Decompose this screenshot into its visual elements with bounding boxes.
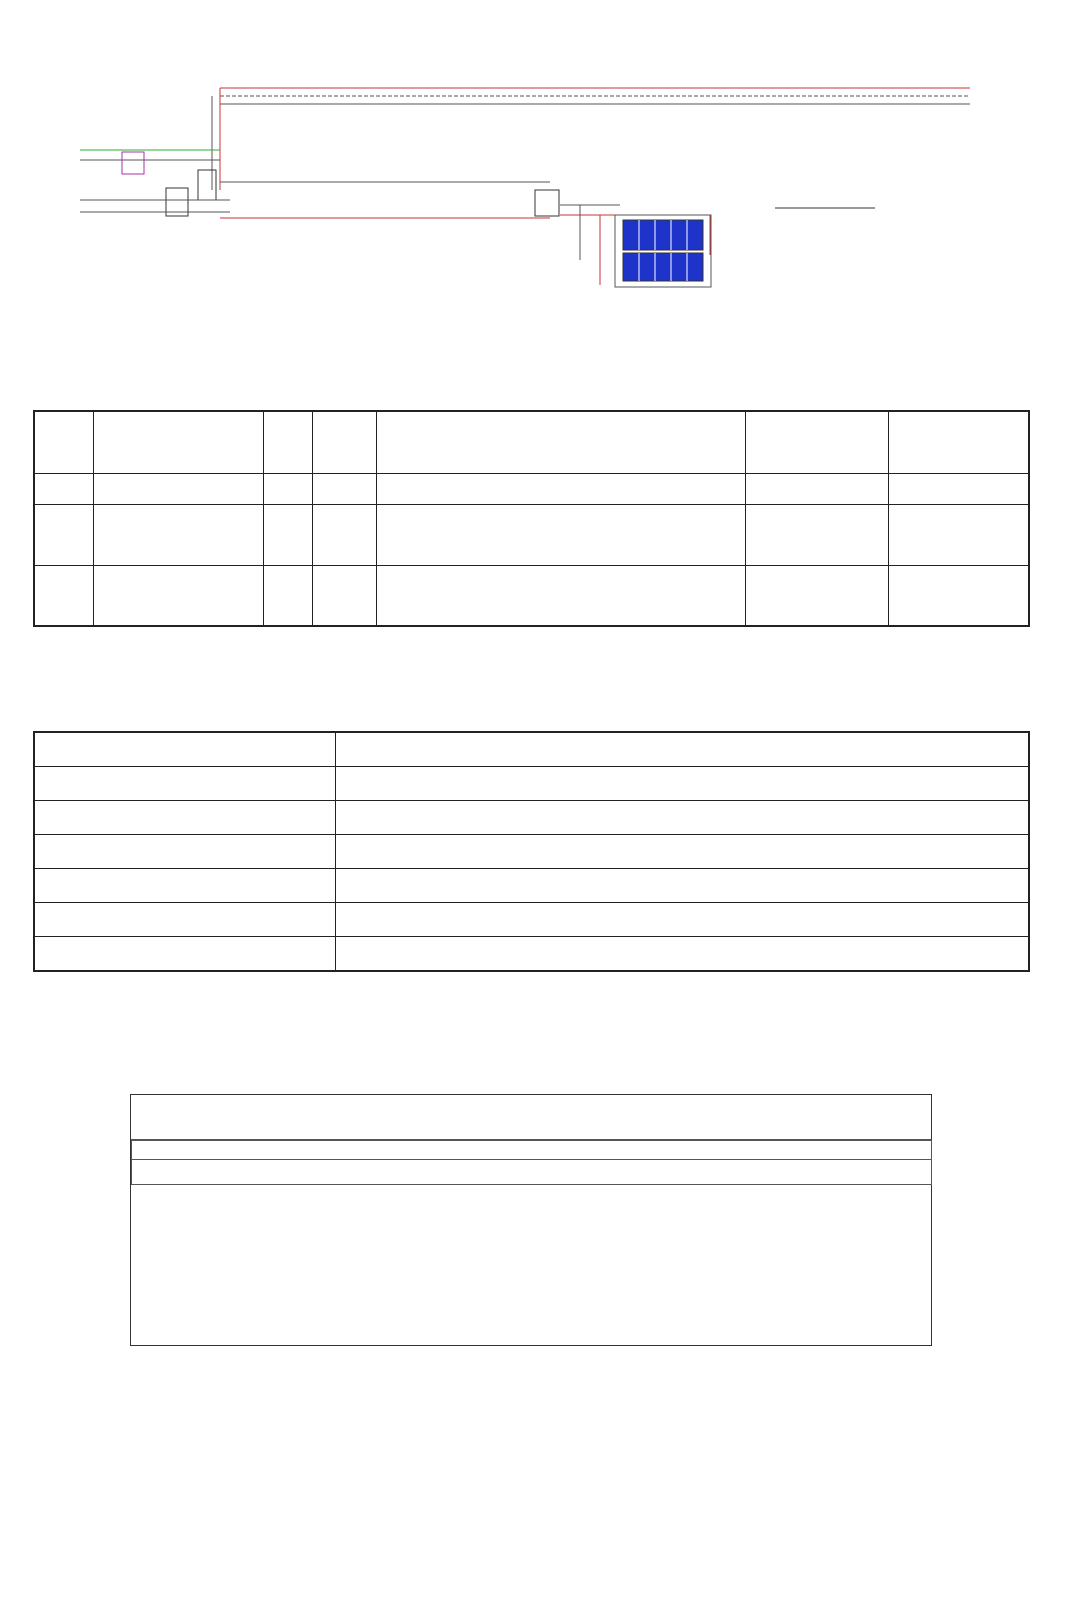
cell-category [34, 903, 335, 937]
cell-qty [312, 565, 376, 626]
table-row [34, 801, 1029, 835]
table1-header-qty [312, 411, 376, 473]
cell-name [93, 504, 263, 565]
cell-spec [376, 504, 745, 565]
table-row [34, 565, 1029, 626]
table1-header-life [745, 411, 888, 473]
main-equipment-table [33, 410, 1030, 627]
table-row [34, 869, 1029, 903]
test-condition-note [132, 1141, 932, 1160]
cell-spec [376, 565, 745, 626]
table-row [34, 767, 1029, 801]
cell-value [335, 903, 1029, 937]
cell-qty [312, 473, 376, 504]
cell-value [335, 937, 1029, 972]
table1-header-name [93, 411, 263, 473]
cell-life [745, 565, 888, 626]
table1-header-efficiency [888, 411, 1029, 473]
heat-pump-nameplate [130, 1094, 932, 1346]
cell-no [34, 473, 93, 504]
table-row [34, 903, 1029, 937]
table-row [34, 473, 1029, 504]
cell-qty [312, 504, 376, 565]
cell-life [745, 473, 888, 504]
cell-efficiency [888, 473, 1029, 504]
cell-life [745, 504, 888, 565]
cell-category [34, 937, 335, 972]
cell-unit [263, 504, 312, 565]
company-name [132, 1160, 932, 1185]
cell-value [335, 767, 1029, 801]
cell-category [34, 869, 335, 903]
cell-no [34, 504, 93, 565]
cell-value [335, 835, 1029, 869]
cell-category [34, 767, 335, 801]
cell-name [93, 473, 263, 504]
table-row [34, 835, 1029, 869]
cell-category [34, 801, 335, 835]
solar-collector-array [615, 215, 711, 287]
table1-header-no [34, 411, 93, 473]
cell-efficiency [888, 565, 1029, 626]
cell-unit [263, 565, 312, 626]
cell-value [335, 801, 1029, 835]
cell-unit [263, 473, 312, 504]
system-schematic-diagram [80, 40, 980, 300]
table1-header-spec [376, 411, 745, 473]
table-row [34, 937, 1029, 972]
nameplate-table [131, 1140, 932, 1185]
table2-header-category [34, 732, 335, 767]
cell-category [34, 835, 335, 869]
cell-value [335, 869, 1029, 903]
solar-collector-params-table [33, 731, 1030, 972]
table1-header-unit [263, 411, 312, 473]
cell-spec [376, 473, 745, 504]
cell-name [93, 565, 263, 626]
table2-header-param [335, 732, 1029, 767]
cell-efficiency [888, 504, 1029, 565]
cell-no [34, 565, 93, 626]
table-row [34, 504, 1029, 565]
